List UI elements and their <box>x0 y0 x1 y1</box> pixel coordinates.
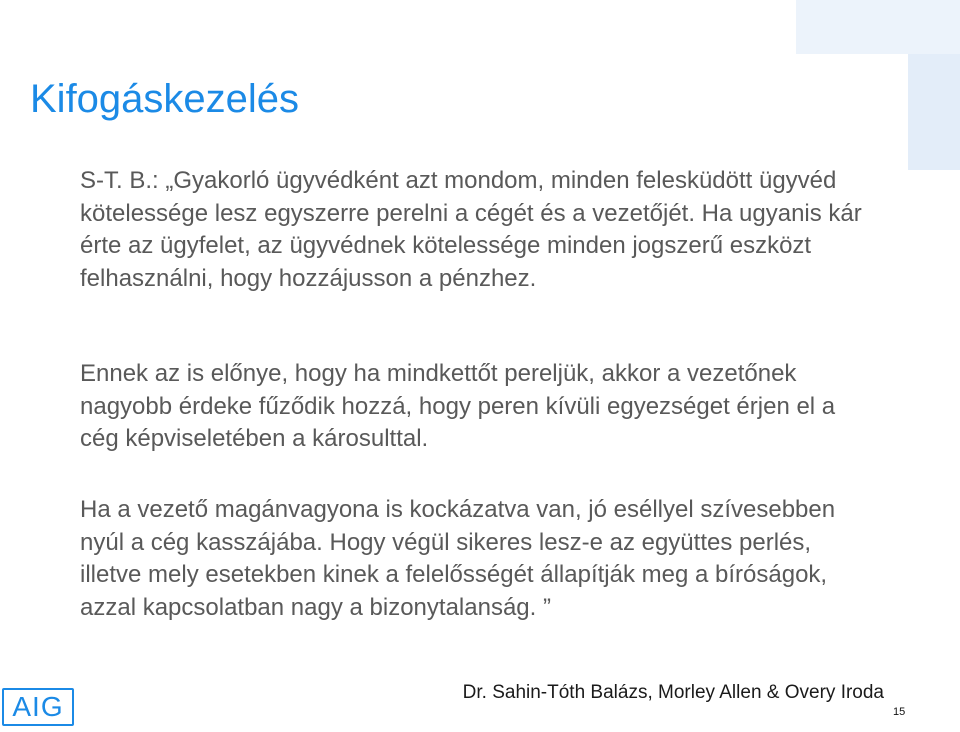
quote-paragraph-3: Ha a vezető magánvagyona is kockázatva van, jó eséllyel szívesebben nyúl a cég kasszájába. Hogy végül sikeres lesz-e az együttes perlés, illetve mely esetekben kinek a felelősségét állapítják meg a bíróságok, azzal kapcsolatban nagy a bizonytalanság. ” <box>80 496 836 621</box>
quote-paragraph-1: S-T. B.: „Gyakorló ügyvédként azt mondom, minden felesküdött ügyvéd kötelessége lesz egyszerre perelni a cégét és a vezetőjét. Ha ugyanis kár érte az ügyfelet, az ügyvédnek kötelessége minden jogszerű eszközt felhasználni, hogy hozzájusson a pénzhez. <box>80 167 862 292</box>
slide-title: Kifogáskezelés <box>30 77 300 121</box>
corner-decoration-top <box>796 0 960 54</box>
footer-author: Dr. Sahin-Tóth Balázs, Morley Allen & Overy Iroda <box>462 682 884 703</box>
quote-paragraph-2: Ennek az is előnye, hogy ha mindkettőt pereljük, akkor a vezetőnek nagyobb érdeke fűződik hozzá, hogy peren kívüli egyezséget érjen el a cég képviseletében a károsulttal. <box>80 360 836 452</box>
corner-decoration-side <box>908 54 960 170</box>
aig-logo: AIG <box>2 688 74 726</box>
page-number: 15 <box>893 706 906 718</box>
